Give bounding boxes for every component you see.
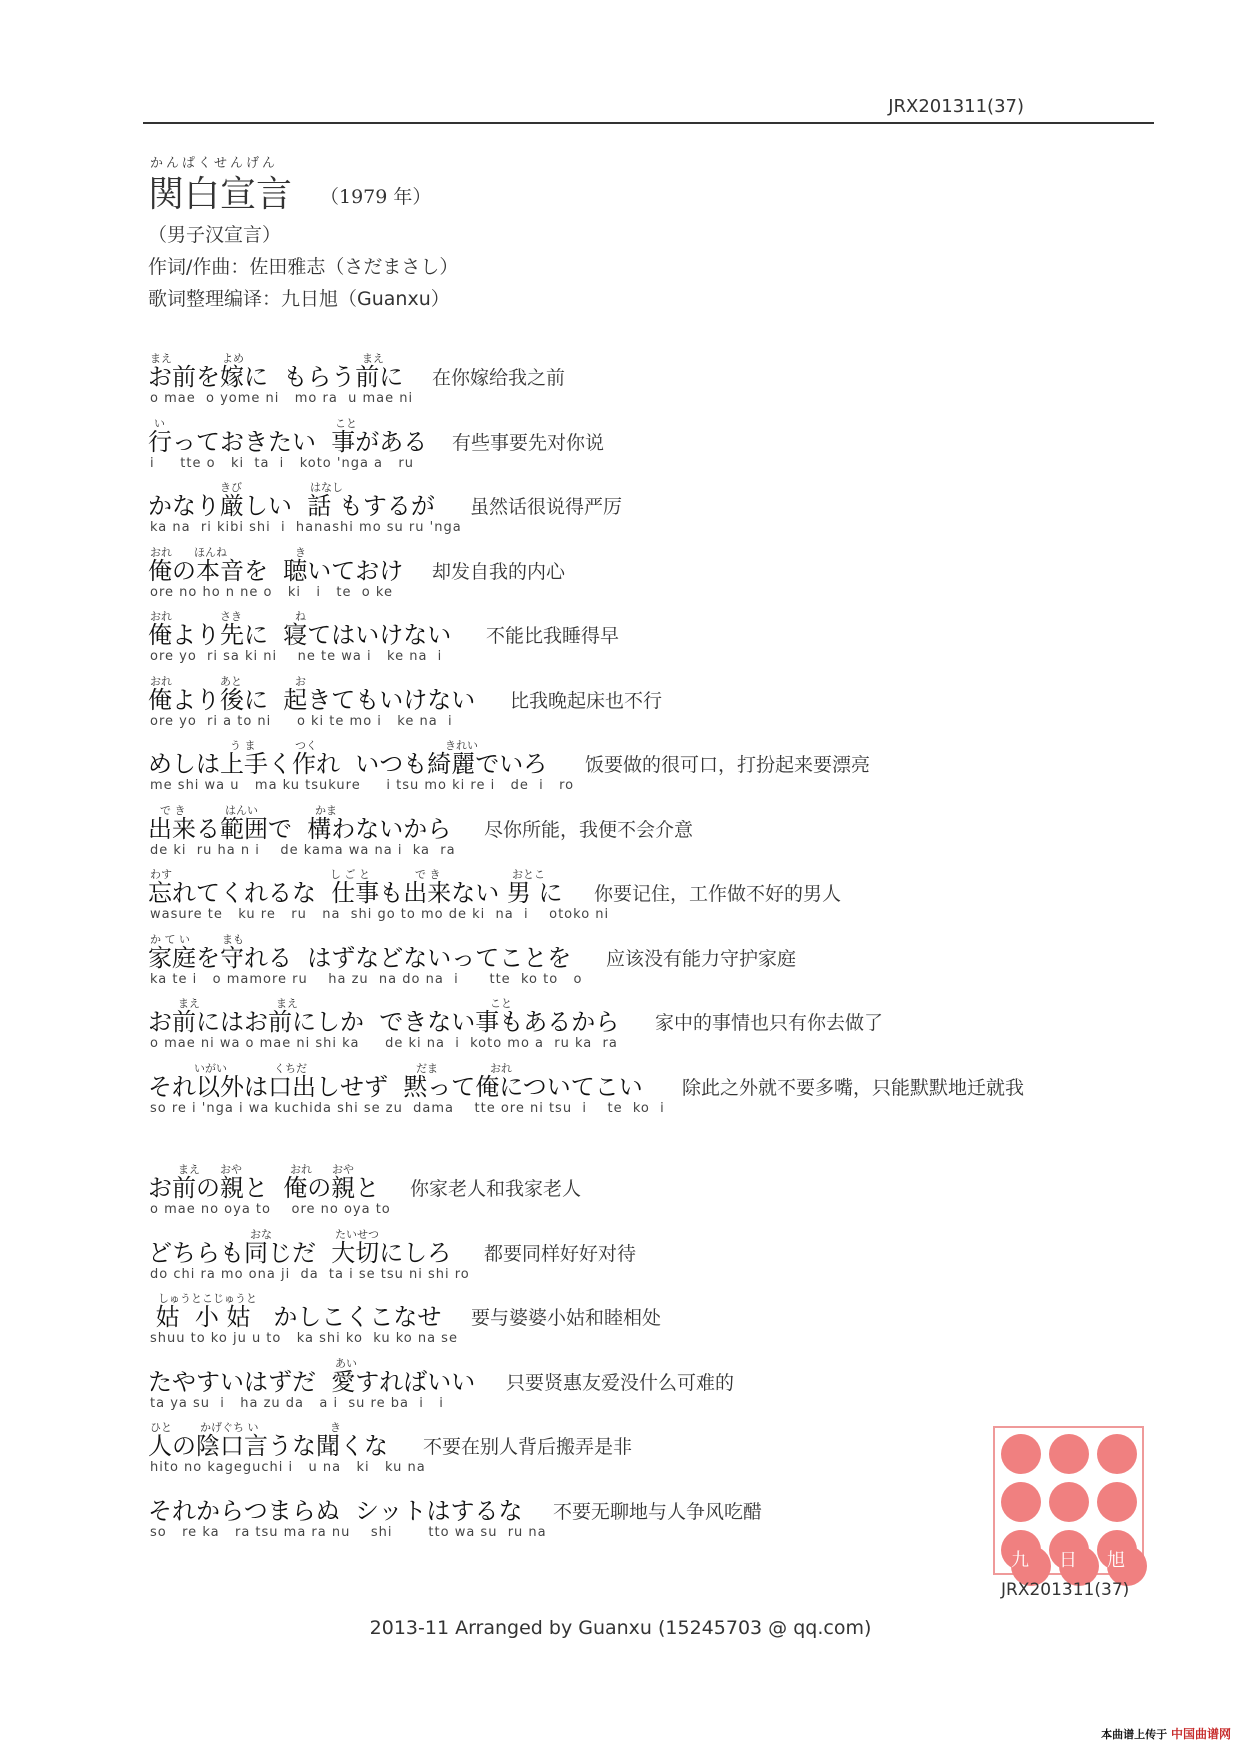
furigana-reading: し ご と [330, 868, 370, 881]
lyric-romaji: i tte o ki ta i koto 'nga a ru [150, 455, 415, 471]
song-subtitle: （男子汉宣言） [148, 224, 282, 246]
furigana-reading: お [295, 674, 306, 688]
furigana-reading: まえ [178, 1163, 200, 1176]
title-ruby: かんぱくせんげん [150, 156, 279, 171]
lyric-translation: 不要在别人背后搬弄是非 [423, 1436, 633, 1458]
lyric-translation: 你要记住，工作做不好的男人 [594, 883, 842, 905]
lyric-translation: 除此之外就不要多嘴，只能默默地迁就我 [682, 1076, 1025, 1099]
lyric-japanese: お前の親と 俺の親と [148, 1174, 380, 1202]
lyric-romaji: so re i 'nga i wa kuchida shi se zu dama tte ore ni tsu i te ko i [150, 1100, 665, 1116]
seal-character: 旭 [1107, 1546, 1147, 1586]
furigana-reading: かま [315, 803, 337, 817]
lyric-romaji: ta ya su i ha zu da a i su re ba i i [150, 1395, 444, 1411]
furigana-reading: つく [295, 739, 317, 752]
lyric-romaji: o mae no oya to ore no oya to [150, 1202, 391, 1217]
verse-1-line [148, 997, 1138, 1059]
furigana-reading: おれ [150, 545, 172, 559]
lyric-translation: 尽你所能，我便不会介意 [484, 818, 694, 841]
furigana-reading: まえ [150, 352, 172, 365]
verse-2-line [148, 1228, 1138, 1290]
furigana-reading: かげぐち い [200, 1421, 259, 1434]
verse-2-line [148, 1292, 1138, 1354]
furigana-reading: だま [416, 1061, 438, 1075]
lyric-translation: 都要同样好好对待 [484, 1242, 637, 1265]
furigana-reading: いがい [194, 1061, 227, 1075]
seal-character: 日 [1059, 1546, 1099, 1586]
furigana-reading: う ま [230, 739, 256, 752]
furigana-reading: ひと [150, 1421, 172, 1434]
furigana-reading: はなし [310, 481, 343, 494]
verse-1-line [148, 352, 1138, 414]
furigana-reading: か て い [150, 932, 190, 946]
lyric-translation: 你家老人和我家老人 [410, 1178, 582, 1200]
seal-dot [1049, 1434, 1089, 1474]
verse-1-line [148, 1062, 1138, 1124]
furigana-reading: き [330, 1421, 341, 1434]
furigana-reading: おれ [150, 674, 172, 688]
verse-1-line [148, 933, 1138, 995]
lyric-translation: 家中的事情也只有你去做了 [655, 1012, 884, 1034]
furigana-reading: まえ [276, 997, 298, 1010]
lyric-japanese: 忘れてくれるな 仕事も出来ない 男 に [148, 879, 563, 907]
lyric-translation: 比我晚起床也不行 [510, 689, 663, 712]
lyric-japanese: 行っておきたい 事がある [148, 427, 428, 456]
lyric-japanese: 人の陰口言うな聞くな [148, 1432, 388, 1460]
lyric-romaji: ka na ri kibi shi i hanashi mo su ru 'nga [150, 520, 462, 535]
lyric-romaji: hito no kageguchi i u na ki ku na [150, 1460, 426, 1475]
lyric-japanese: お前を嫁に もらう前に [148, 363, 404, 391]
lyric-romaji: do chi ra mo ona ji da ta i se tsu ni shi ro [150, 1266, 470, 1282]
furigana-reading: おとこ [512, 868, 545, 881]
lyric-japanese: 俺より後に 起きてもいけない [148, 685, 476, 714]
lyric-romaji: ore no ho n ne o ki i te o ke [150, 584, 393, 600]
verse-2-line [148, 1421, 1138, 1483]
lyric-japanese: お前にはお前にしか できない事もあるから [148, 1008, 620, 1036]
lyric-japanese: めしは上手く作れ いつも綺麗でいろ [148, 750, 548, 778]
lyric-romaji: ore yo ri a to ni o ki te mo i ke na i [150, 713, 453, 729]
seal-dot [1001, 1434, 1041, 1474]
verse-1-line [148, 804, 1138, 866]
lyric-translation: 饭要做的很可口，打扮起来要漂亮 [585, 754, 871, 776]
upload-note-site: 中国曲谱网 [1170, 1727, 1231, 1741]
furigana-reading: おな [250, 1227, 272, 1241]
upload-note-prefix: 本曲谱上传于 [1101, 1728, 1168, 1741]
seal-dot [1001, 1482, 1041, 1522]
lyric-translation: 不能比我睡得早 [486, 625, 620, 647]
footer-code: JRX201311(37) [1001, 1580, 1130, 1600]
song-year: （1979 年） [320, 186, 432, 208]
lyric-japanese: かなり厳しい 話 もするが [148, 492, 435, 520]
verse-1-line [148, 675, 1138, 737]
furigana-reading: こと [335, 416, 357, 430]
furigana-reading: よめ [222, 352, 244, 365]
lyric-translation: 虽然话很说得严厉 [470, 496, 623, 518]
furigana-reading: こと [490, 997, 512, 1010]
furigana-reading: わす [150, 868, 172, 881]
lyric-romaji: o mae o yome ni mo ra u mae ni [150, 391, 414, 406]
lyric-translation: 要与婆婆小姑和睦相处 [471, 1307, 662, 1329]
lyric-romaji: shuu to ko ju u to ka shi ko ku ko na se [150, 1331, 458, 1346]
lyric-japanese: どちらも同じだ 大切にしろ [148, 1238, 452, 1267]
lyric-japanese: 姑 小 姑 かしこくこなせ [148, 1303, 442, 1331]
furigana-reading: おや [220, 1163, 242, 1176]
furigana-reading: あと [220, 674, 242, 688]
lyric-japanese: 俺より先に 寝てはいけない [148, 621, 452, 649]
furigana-reading: き [295, 545, 306, 559]
lyric-romaji: o mae ni wa o mae ni shi ka de ki na i koto mo a ru ka ra [150, 1036, 618, 1051]
lyric-japanese: 家庭を守れる はずなどないってことを [148, 943, 572, 972]
header-rule [143, 122, 1154, 124]
lyric-romaji: wasure te ku re ru na shi go to mo de ki na i otoko ni [150, 907, 610, 922]
furigana-reading: はんい [225, 803, 258, 817]
seal-character: 九 [1011, 1546, 1051, 1586]
lyric-romaji: ka te i o mamore ru ha zu na do na i tte ko to o [150, 971, 583, 987]
seal-dot [1097, 1482, 1137, 1522]
lyric-japanese: 俺の本音を 聴いておけ [148, 556, 404, 585]
furigana-reading: まも [222, 932, 244, 946]
lyric-japanese: 出来る範囲で 構わないから [148, 814, 452, 843]
lyric-japanese: それ以外は口出しせず 黙って俺についてこい [148, 1072, 643, 1101]
furigana-reading: くちだ [274, 1061, 307, 1075]
upload-note [1101, 1725, 1231, 1742]
furigana-reading: しゅうとこじゅうと [158, 1292, 257, 1305]
seal-grid [995, 1428, 1142, 1573]
furigana-reading: たいせつ [335, 1227, 379, 1241]
lyric-romaji: ore yo ri sa ki ni ne te wa i ke na i [150, 649, 443, 664]
verse-1-line [148, 546, 1138, 608]
verse-1-line [148, 481, 1138, 543]
verse-2-line [148, 1163, 1138, 1225]
lyric-translation: 只要贤惠友爱没什么可难的 [506, 1371, 735, 1394]
lyric-translation: 有些事要先对你说 [452, 431, 605, 454]
furigana-reading: い [154, 416, 165, 430]
lyric-translation: 应该没有能力守护家庭 [606, 947, 797, 970]
lyric-translation: 不要无聊地与人争风吃醋 [553, 1500, 763, 1523]
furigana-reading: きび [220, 481, 242, 494]
lyric-romaji: de ki ru ha n i de kama wa na i ka ra [150, 842, 456, 858]
arranger: 歌词整理编译：九日旭（Guanxu） [148, 288, 450, 310]
song-title: 関白宣言 [148, 174, 293, 215]
seal-dot [1049, 1482, 1089, 1522]
verse-1-line [148, 417, 1138, 479]
furigana-reading: あい [335, 1356, 357, 1370]
document-code: JRX201311(37) [888, 96, 1024, 117]
furigana-reading: おれ [150, 610, 172, 623]
furigana-reading: ね [295, 610, 306, 623]
verse-1-line [148, 610, 1138, 672]
verse-1-line [148, 868, 1138, 930]
arranged-by: 2013-11 Arranged by Guanxu (15245703 @ qq.com) [369, 1617, 872, 1639]
lyric-translation: 却发自我的内心 [432, 560, 566, 583]
lyric-romaji: me shi wa u ma ku tsukure i tsu mo ki re i de i ro [150, 778, 575, 793]
verse-2-line [148, 1486, 1138, 1548]
furigana-reading: まえ [178, 997, 200, 1010]
seal-stamp [993, 1426, 1144, 1575]
furigana-reading: で き [415, 868, 441, 881]
furigana-reading: さき [220, 610, 242, 623]
furigana-reading: おれ [490, 1061, 512, 1075]
furigana-reading: おれ [290, 1163, 312, 1176]
verse-2-line [148, 1357, 1138, 1419]
credits: 作词/作曲：佐田雅志（さだまさし） [148, 256, 459, 278]
lyric-japanese: たやすいはずだ 愛すればいい [148, 1367, 476, 1396]
seal-dot [1097, 1434, 1137, 1474]
verse-1-line [148, 739, 1138, 801]
lyric-translation: 在你嫁给我之前 [432, 367, 566, 389]
furigana-reading: で き [160, 803, 186, 817]
lyric-japanese: それからつまらぬ シットはするな [148, 1496, 523, 1525]
furigana-reading: まえ [362, 352, 384, 365]
furigana-reading: ほんね [194, 545, 227, 559]
furigana-reading: きれい [445, 739, 478, 752]
lyric-romaji: so re ka ra tsu ma ra nu shi tto wa su ru na [150, 1524, 547, 1540]
furigana-reading: おや [332, 1163, 354, 1176]
